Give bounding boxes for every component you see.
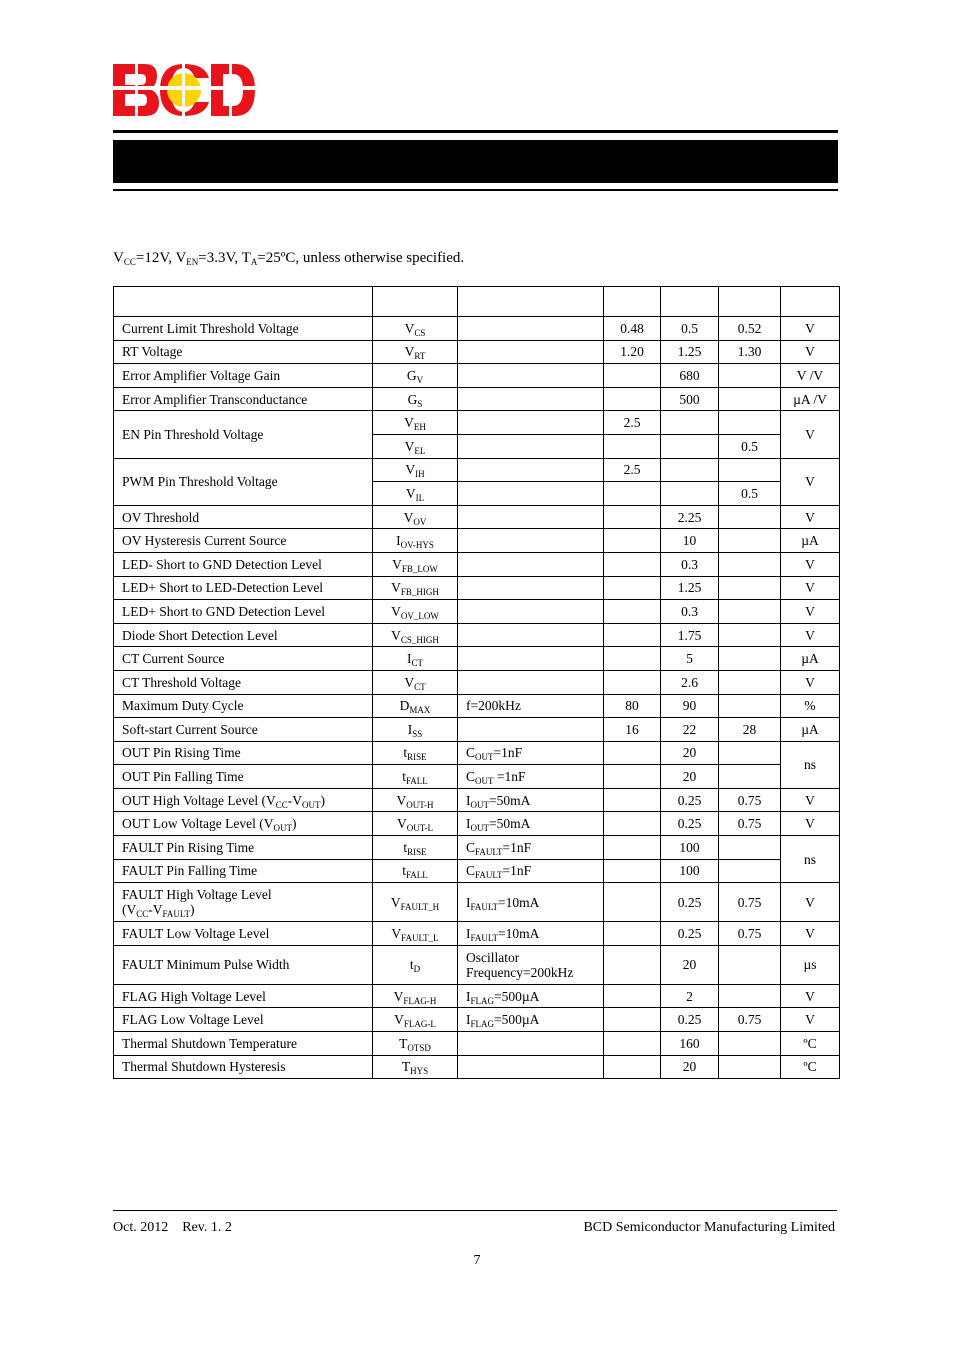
unit-cell: V: [781, 317, 840, 341]
max-cell: 0.75: [719, 812, 781, 836]
min-cell: [604, 1008, 661, 1032]
symbol-cell: $V_{IL}$: [373, 482, 458, 506]
symbol-cell: $T_{HYS}$: [373, 1055, 458, 1079]
min-cell: [604, 364, 661, 388]
parameter-cell: FAULT Minimum Pulse Width: [114, 945, 373, 984]
unit-cell: V: [781, 883, 840, 922]
symbol-cell: $V_{FLAG-L}$: [373, 1008, 458, 1032]
parameter-cell: FAULT Pin Rising Time: [114, 836, 373, 860]
min-cell: [604, 812, 661, 836]
parameter-cell: FLAG Low Voltage Level: [114, 1008, 373, 1032]
parameter-cell: Thermal Shutdown Hysteresis: [114, 1055, 373, 1079]
typ-cell: 0.25: [661, 1008, 719, 1032]
conditions-cell: $C_{OUT}=1nF$: [458, 741, 604, 765]
max-cell: [719, 741, 781, 765]
min-cell: [604, 529, 661, 553]
min-cell: 0.48: [604, 317, 661, 341]
table-row: [114, 458, 840, 482]
conditions-cell: [458, 623, 604, 647]
typ-cell: [661, 434, 719, 458]
table-row: [114, 623, 840, 647]
max-cell: [719, 1055, 781, 1079]
unit-cell: µA: [781, 718, 840, 742]
conditions-cell: $I_{FLAG}=500\mu A$: [458, 984, 604, 1008]
min-cell: [604, 623, 661, 647]
unit-cell: V: [781, 670, 840, 694]
unit-cell: V: [781, 1008, 840, 1032]
max-cell: [719, 623, 781, 647]
typ-cell: 1.25: [661, 340, 719, 364]
max-cell: [719, 765, 781, 789]
conditions-cell: [458, 670, 604, 694]
typ-cell: [661, 411, 719, 435]
parameter-cell: Error Amplifier Transconductance: [114, 387, 373, 411]
max-cell: [719, 576, 781, 600]
min-cell: 2.5: [604, 458, 661, 482]
table-row: [114, 812, 840, 836]
conditions-cell: $C_{FAULT}=1nF$: [458, 859, 604, 883]
conditions-cell: $C_{OUT} =1nF$: [458, 765, 604, 789]
max-cell: [719, 859, 781, 883]
unit-cell: ºC: [781, 1055, 840, 1079]
symbol-cell: $G_V$: [373, 364, 458, 388]
conditions-cell: [458, 1032, 604, 1056]
unit-cell: V: [781, 505, 840, 529]
unit-cell: µA: [781, 647, 840, 671]
unit-cell: V /V: [781, 364, 840, 388]
conditions-cell: [458, 505, 604, 529]
symbol-cell: $V_{FLAG-H}$: [373, 984, 458, 1008]
symbol-cell: $G_S$: [373, 387, 458, 411]
min-cell: [604, 1055, 661, 1079]
typ-cell: 2: [661, 984, 719, 1008]
header-banner: [113, 140, 838, 183]
conditions-cell: [458, 482, 604, 506]
unit-cell: V: [781, 600, 840, 624]
table-row: [114, 765, 840, 789]
header-rule-lower: [113, 189, 838, 191]
page-number: 7: [473, 1253, 481, 1268]
conditions-cell: [458, 364, 604, 388]
symbol-cell: $D_{MAX}$: [373, 694, 458, 718]
min-cell: [604, 765, 661, 789]
typ-cell: 1.75: [661, 623, 719, 647]
symbol-cell: $V_{OV\_LOW}$: [373, 600, 458, 624]
typ-cell: 2.25: [661, 505, 719, 529]
unit-cell: V: [781, 922, 840, 946]
symbol-cell: $V_{FAULT\_L}$: [373, 922, 458, 946]
symbol-cell: $t_{FALL}$: [373, 765, 458, 789]
footer-rule: [113, 1210, 837, 1211]
max-cell: [719, 458, 781, 482]
symbol-cell: $I_{SS}$: [373, 718, 458, 742]
parameter-cell: Maximum Duty Cycle: [114, 694, 373, 718]
conditions-cell: [458, 1055, 604, 1079]
parameter-cell: Error Amplifier Voltage Gain: [114, 364, 373, 388]
symbol-cell: $V_{OUT-L}$: [373, 812, 458, 836]
conditions-cell: f=200kHz: [458, 694, 604, 718]
max-cell: [719, 505, 781, 529]
unit-cell: V: [781, 788, 840, 812]
parameter-cell: LED+ Short to LED-Detection Level: [114, 576, 373, 600]
min-cell: [604, 670, 661, 694]
typ-cell: 100: [661, 836, 719, 860]
header-max: [719, 287, 781, 317]
table-row: [114, 883, 840, 922]
typ-cell: 500: [661, 387, 719, 411]
parameter-cell: EN Pin Threshold Voltage: [114, 411, 373, 458]
table-row: [114, 600, 840, 624]
min-cell: 1.20: [604, 340, 661, 364]
conditions-cell: $I_{FLAG}=500\mu A$: [458, 1008, 604, 1032]
unit-cell: V: [781, 340, 840, 364]
min-cell: [604, 836, 661, 860]
min-cell: [604, 945, 661, 984]
typ-cell: 0.25: [661, 922, 719, 946]
table-row: [114, 317, 840, 341]
min-cell: [604, 788, 661, 812]
header-unit: [781, 287, 840, 317]
typ-cell: 0.3: [661, 552, 719, 576]
max-cell: [719, 552, 781, 576]
table-row: [114, 340, 840, 364]
symbol-cell: $V_{IH}$: [373, 458, 458, 482]
table-row: [114, 718, 840, 742]
table-row: [114, 694, 840, 718]
typ-cell: 10: [661, 529, 719, 553]
conditions-cell: [458, 576, 604, 600]
conditions-cell: [458, 434, 604, 458]
min-cell: [604, 984, 661, 1008]
min-cell: [604, 482, 661, 506]
max-cell: [719, 1032, 781, 1056]
symbol-cell: $t_{FALL}$: [373, 859, 458, 883]
parameter-cell: Current Limit Threshold Voltage: [114, 317, 373, 341]
table-row: [114, 1055, 840, 1079]
conditions-cell: [458, 600, 604, 624]
footer-company: BCD Semiconductor Manufacturing Limited: [583, 1220, 835, 1235]
parameter-cell: OUT Pin Falling Time: [114, 765, 373, 789]
footer-revision: Rev. 1. 2: [182, 1220, 232, 1235]
electrical-characteristics-table: [113, 286, 840, 1079]
table-row: [114, 387, 840, 411]
unit-cell: V: [781, 812, 840, 836]
symbol-cell: $V_{EL}$: [373, 434, 458, 458]
conditions-cell: [458, 718, 604, 742]
max-cell: [719, 529, 781, 553]
typ-cell: 0.25: [661, 883, 719, 922]
header-rule: [113, 130, 838, 133]
symbol-cell: $V_{OUT-H}$: [373, 788, 458, 812]
unit-cell: V: [781, 984, 840, 1008]
symbol-cell: $V_{CT}$: [373, 670, 458, 694]
footer-date: Oct. 2012: [113, 1220, 169, 1235]
max-cell: [719, 600, 781, 624]
min-cell: [604, 387, 661, 411]
conditions-cell: $I_{FAULT}=10mA$: [458, 883, 604, 922]
min-cell: [604, 1032, 661, 1056]
table-row: [114, 1008, 840, 1032]
unit-cell: V: [781, 576, 840, 600]
symbol-cell: $t_{RISE}$: [373, 836, 458, 860]
max-cell: 0.52: [719, 317, 781, 341]
conditions-cell: [458, 317, 604, 341]
min-cell: 2.5: [604, 411, 661, 435]
parameter-cell: Soft-start Current Source: [114, 718, 373, 742]
max-cell: [719, 984, 781, 1008]
table-row: [114, 670, 840, 694]
typ-cell: 0.5: [661, 317, 719, 341]
table-row: [114, 364, 840, 388]
table-row: [114, 922, 840, 946]
table-row: [114, 859, 840, 883]
max-cell: 0.75: [719, 883, 781, 922]
symbol-cell: $V_{EH}$: [373, 411, 458, 435]
table-row: [114, 788, 840, 812]
min-cell: [604, 647, 661, 671]
typ-cell: 160: [661, 1032, 719, 1056]
header-conditions: [458, 287, 604, 317]
symbol-cell: $I_{CT}$: [373, 647, 458, 671]
typ-cell: 22: [661, 718, 719, 742]
min-cell: [604, 552, 661, 576]
table-row: [114, 741, 840, 765]
typ-cell: 20: [661, 945, 719, 984]
min-cell: [604, 576, 661, 600]
max-cell: 0.75: [719, 788, 781, 812]
typ-cell: [661, 458, 719, 482]
parameter-cell: OV Hysteresis Current Source: [114, 529, 373, 553]
symbol-cell: $V_{OV}$: [373, 505, 458, 529]
typ-cell: 1.25: [661, 576, 719, 600]
table-row: [114, 411, 840, 435]
min-cell: 80: [604, 694, 661, 718]
typ-cell: [661, 482, 719, 506]
parameter-cell: FAULT Pin Falling Time: [114, 859, 373, 883]
max-cell: 0.75: [719, 922, 781, 946]
header-min: [604, 287, 661, 317]
typ-cell: 20: [661, 1055, 719, 1079]
parameter-cell: OUT High Voltage Level $(V_{CC}-V_{OUT})$: [114, 788, 373, 812]
table-row: [114, 552, 840, 576]
conditions-cell: [458, 458, 604, 482]
min-cell: [604, 922, 661, 946]
typ-cell: 20: [661, 741, 719, 765]
conditions-cell: [458, 552, 604, 576]
unit-cell: %: [781, 694, 840, 718]
conditions-cell: [458, 529, 604, 553]
unit-cell: µA /V: [781, 387, 840, 411]
unit-cell: V: [781, 552, 840, 576]
table-row: [114, 505, 840, 529]
table-row: [114, 984, 840, 1008]
footer-date-revision: [113, 1220, 232, 1236]
table-row: [114, 529, 840, 553]
header-symbol: [373, 287, 458, 317]
parameter-cell: Thermal Shutdown Temperature: [114, 1032, 373, 1056]
typ-cell: 90: [661, 694, 719, 718]
conditions-cell: $I_{OUT}=50mA$: [458, 788, 604, 812]
max-cell: [719, 387, 781, 411]
unit-cell: V: [781, 411, 840, 458]
symbol-cell: $V_{FB\_HIGH}$: [373, 576, 458, 600]
max-cell: 0.75: [719, 1008, 781, 1032]
max-cell: [719, 411, 781, 435]
unit-cell: V: [781, 623, 840, 647]
typ-cell: 0.25: [661, 788, 719, 812]
min-cell: [604, 434, 661, 458]
typ-cell: 20: [661, 765, 719, 789]
max-cell: 1.30: [719, 340, 781, 364]
parameter-cell: OUT Low Voltage Level $(V_{OUT})$: [114, 812, 373, 836]
symbol-cell: $V_{CS}$: [373, 317, 458, 341]
unit-cell: µs: [781, 945, 840, 984]
max-cell: [719, 364, 781, 388]
table-row: [114, 576, 840, 600]
conditions-cell: $I_{OUT}=50mA$: [458, 812, 604, 836]
min-cell: [604, 859, 661, 883]
typ-cell: 0.25: [661, 812, 719, 836]
symbol-cell: $V_{RT}$: [373, 340, 458, 364]
typ-cell: 2.6: [661, 670, 719, 694]
parameter-cell: LED+ Short to GND Detection Level: [114, 600, 373, 624]
conditions-cell: $I_{FAULT}=10mA$: [458, 922, 604, 946]
max-cell: [719, 694, 781, 718]
conditions-cell: Oscillator Frequency=200kHz: [458, 945, 604, 984]
symbol-cell: $I_{OV-HYS}$: [373, 529, 458, 553]
parameter-cell: FAULT Low Voltage Level: [114, 922, 373, 946]
conditions-cell: [458, 340, 604, 364]
parameter-cell: RT Voltage: [114, 340, 373, 364]
min-cell: [604, 741, 661, 765]
table-row: [114, 647, 840, 671]
unit-cell: ns: [781, 836, 840, 883]
header-typ: [661, 287, 719, 317]
test-conditions: $V_{CC}=12V$, $V_{EN}=3.3V$, $T_A=25ºC$, unless otherwise specified.: [113, 250, 465, 267]
parameter-cell: OV Threshold: [114, 505, 373, 529]
parameter-cell: CT Threshold Voltage: [114, 670, 373, 694]
unit-cell: µA: [781, 529, 840, 553]
min-cell: [604, 505, 661, 529]
symbol-cell: $V_{CS\_HIGH}$: [373, 623, 458, 647]
parameter-cell: FLAG High Voltage Level: [114, 984, 373, 1008]
min-cell: 16: [604, 718, 661, 742]
symbol-cell: $T_{OTSD}$: [373, 1032, 458, 1056]
symbol-cell: $V_{FAULT\_H}$: [373, 883, 458, 922]
unit-cell: ºC: [781, 1032, 840, 1056]
symbol-cell: $V_{FB\_LOW}$: [373, 552, 458, 576]
conditions-cell: [458, 647, 604, 671]
table-row: [114, 945, 840, 984]
max-cell: 28: [719, 718, 781, 742]
max-cell: [719, 670, 781, 694]
min-cell: [604, 600, 661, 624]
max-cell: [719, 945, 781, 984]
typ-cell: 0.3: [661, 600, 719, 624]
parameter-cell: FAULT High Voltage Level $(V_{CC}-V_{FAULT})$: [114, 883, 373, 922]
parameter-cell: Diode Short Detection Level: [114, 623, 373, 647]
min-cell: [604, 883, 661, 922]
conditions-cell: $C_{FAULT}=1nF$: [458, 836, 604, 860]
max-cell: 0.5: [719, 482, 781, 506]
conditions-cell: [458, 411, 604, 435]
unit-cell: V: [781, 458, 840, 505]
parameter-cell: OUT Pin Rising Time: [114, 741, 373, 765]
parameter-cell: PWM Pin Threshold Voltage: [114, 458, 373, 505]
unit-cell: ns: [781, 741, 840, 788]
symbol-cell: $t_{RISE}$: [373, 741, 458, 765]
conditions-cell: [458, 387, 604, 411]
parameter-cell: CT Current Source: [114, 647, 373, 671]
typ-cell: 5: [661, 647, 719, 671]
header-parameter: [114, 287, 373, 317]
bcd-logo: [113, 64, 255, 116]
table-row: [114, 1032, 840, 1056]
max-cell: [719, 647, 781, 671]
table-header-row: [114, 287, 840, 317]
table-row: [114, 836, 840, 860]
typ-cell: 680: [661, 364, 719, 388]
max-cell: [719, 836, 781, 860]
typ-cell: 100: [661, 859, 719, 883]
symbol-cell: $t_D$: [373, 945, 458, 984]
max-cell: 0.5: [719, 434, 781, 458]
parameter-cell: LED- Short to GND Detection Level: [114, 552, 373, 576]
